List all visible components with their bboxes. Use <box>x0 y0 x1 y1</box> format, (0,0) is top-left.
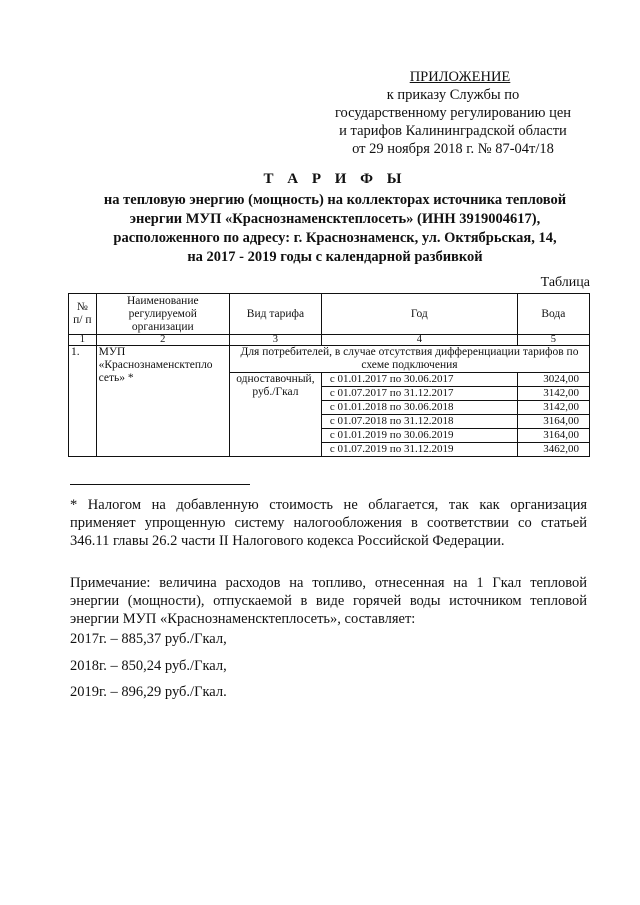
water-value: 3024,00 <box>517 373 589 387</box>
footnote-text: * Налогом на добавленную стоимость не облагается, так как организация применяет упрощенную систему налогообложения в соответствии со статьей 346.11 главы 26.2 части II Налогового кодекса Российской Федерации. <box>70 497 587 549</box>
fuel-cost-2017: 2017г. – 885,37 руб./Гкал, <box>70 631 227 647</box>
water-value: 3142,00 <box>517 387 589 401</box>
col-number: 3 <box>229 335 321 346</box>
col-number: 4 <box>321 335 517 346</box>
water-value: 3462,00 <box>517 443 589 457</box>
title-line: на тепловую энергию (мощность) на коллекторах источника тепловой <box>103 192 567 208</box>
appendix-line: к приказу Службы по <box>386 87 520 103</box>
appendix-line: от 29 ноября 2018 г. № 87-04т/18 <box>352 141 554 157</box>
period-cell: с 01.01.2018 по 30.06.2018 <box>321 401 517 415</box>
header-type: Вид тарифа <box>229 294 321 335</box>
table-caption: Таблица <box>540 275 590 290</box>
period-cell: с 01.01.2017 по 30.06.2017 <box>321 373 517 387</box>
water-value: 3164,00 <box>517 429 589 443</box>
title-heading: Т А Р И Ф Ы <box>263 171 407 187</box>
header-org: Наименование регулируемой организации <box>96 294 229 335</box>
tariff-type: одноставочный, руб./Гкал <box>229 373 321 457</box>
organization-name: МУП «Краснознаменсктепло сеть» * <box>96 346 229 457</box>
appendix-line: и тарифов Калининградской области <box>339 123 567 139</box>
fuel-cost-2019: 2019г. – 896,29 руб./Гкал. <box>70 684 227 700</box>
water-value: 3142,00 <box>517 401 589 415</box>
table-header-row <box>69 294 590 335</box>
document-title <box>70 170 600 267</box>
tariff-table <box>68 293 590 457</box>
table-row <box>69 346 590 373</box>
row-number: 1. <box>69 346 97 457</box>
header-num: № п/ п <box>69 294 97 335</box>
title-line: расположенного по адресу: г. Краснознаменск, ул. Октябрьская, 14, <box>113 230 557 246</box>
appendix-block <box>328 68 578 158</box>
consumer-category: Для потребителей, в случае отсутствия дифференциации тарифов по схеме подключения <box>229 346 589 373</box>
col-number: 1 <box>69 335 97 346</box>
header-water: Вода <box>517 294 589 335</box>
fuel-cost-2018: 2018г. – 850,24 руб./Гкал, <box>70 658 227 674</box>
col-number: 5 <box>517 335 589 346</box>
period-cell: с 01.01.2019 по 30.06.2019 <box>321 429 517 443</box>
note-text: Примечание: величина расходов на топливо, отнесенная на 1 Гкал тепловой энергии (мощности), отпускаемой в виде горячей воды источником тепловой энергии МУП «Краснознаменсктеплосеть», составляет: <box>70 575 587 627</box>
title-line: на 2017 - 2019 годы с календарной разбивкой <box>187 249 483 265</box>
water-value: 3164,00 <box>517 415 589 429</box>
period-cell: с 01.07.2017 по 31.12.2017 <box>321 387 517 401</box>
col-number: 2 <box>96 335 229 346</box>
header-year: Год <box>321 294 517 335</box>
period-cell: с 01.07.2018 по 31.12.2018 <box>321 415 517 429</box>
appendix-heading: ПРИЛОЖЕНИЕ <box>409 69 511 85</box>
appendix-line: государственному регулированию цен <box>334 105 572 121</box>
title-line: энергии МУП «Краснознаменсктеплосеть» (ИНН 3919004617), <box>129 211 541 227</box>
period-cell: с 01.07.2019 по 31.12.2019 <box>321 443 517 457</box>
footnote-divider <box>70 484 250 485</box>
column-numbers-row <box>69 335 590 346</box>
